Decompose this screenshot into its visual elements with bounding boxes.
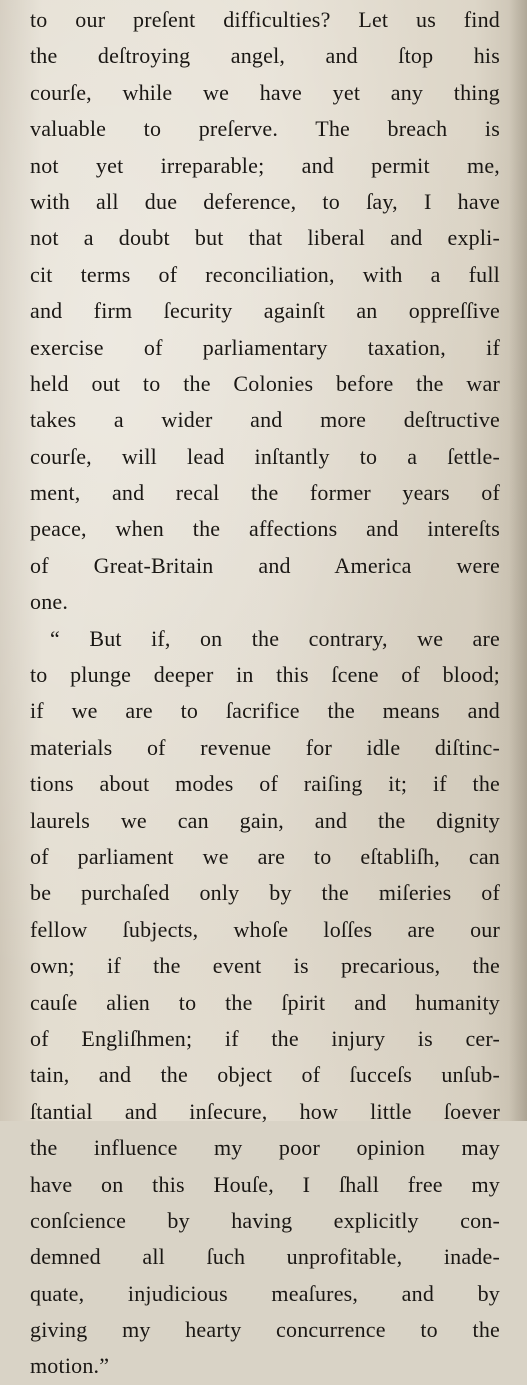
text-line: tions about modes of raiſing it; if the <box>30 771 500 797</box>
text-line: and firm ſecurity againſt an oppreſſive <box>30 298 500 324</box>
text-line: to plunge deeper in this ſcene of blood; <box>30 662 500 688</box>
text-line: own; if the event is precarious, the <box>30 953 500 979</box>
text-line: conſcience by having explicitly con- <box>30 1207 500 1233</box>
text-line: held out to the Colonies before the war <box>30 370 500 396</box>
text-line: laurels we can gain, and the dignity <box>30 807 500 833</box>
text-line: demned all ſuch unprofitable, inade- <box>30 1244 500 1270</box>
text-line: valuable to preſerve. The breach is <box>30 116 500 142</box>
text-line: motion.” <box>30 1353 110 1379</box>
text-line: ment, and recal the former years of <box>30 480 500 506</box>
page-edge-shadow <box>509 0 527 1121</box>
text-line: of Engliſhmen; if the injury is cer- <box>30 1025 500 1051</box>
text-line: exercise of parliamentary taxation, if <box>30 334 500 360</box>
page-text <box>30 0 500 1385</box>
text-line: quate, injudicious meaſures, and by <box>30 1280 500 1306</box>
text-line: have on this Houſe, I ſhall free my <box>30 1171 500 1197</box>
text-line: be purchaſed only by the miſeries of <box>30 880 500 906</box>
text-line: giving my hearty concurrence to the <box>30 1317 500 1343</box>
text-line: one. <box>30 589 69 615</box>
text-line: the deſtroying angel, and ſtop his <box>30 43 500 69</box>
text-line: the influence my poor opinion may <box>30 1135 500 1161</box>
text-line: cauſe alien to the ſpirit and humanity <box>30 989 500 1015</box>
text-line: cit terms of reconciliation, with a full <box>30 261 500 287</box>
text-line: of parliament we are to eſtabliſh, can <box>30 843 500 869</box>
text-line: courſe, while we have yet any thing <box>30 79 500 105</box>
text-line: courſe, will lead inſtantly to a ſettle- <box>30 443 500 469</box>
text-line: “ But if, on the contrary, we are <box>50 625 500 651</box>
text-line: to our preſent difficulties? Let us find <box>30 7 500 32</box>
text-line: of Great-Britain and America were <box>30 552 500 578</box>
text-line: not yet irreparable; and permit me, <box>30 152 500 178</box>
text-line: with all due deference, to ſay, I have <box>30 188 500 214</box>
text-line: peace, when the affections and intereſts <box>30 516 500 542</box>
text-line: ſtantial and inſecure, how little ſoever <box>30 1098 500 1124</box>
text-line: fellow ſubjects, whoſe loſſes are our <box>30 916 500 942</box>
text-line: not a doubt but that liberal and expli- <box>30 225 500 251</box>
text-line: tain, and the object of ſucceſs unſub- <box>30 1062 500 1088</box>
text-line: materials of revenue for idle diſtinc- <box>30 734 500 760</box>
text-line: takes a wider and more deſtructive <box>30 407 500 433</box>
text-line: if we are to ſacrifice the means and <box>30 698 500 724</box>
